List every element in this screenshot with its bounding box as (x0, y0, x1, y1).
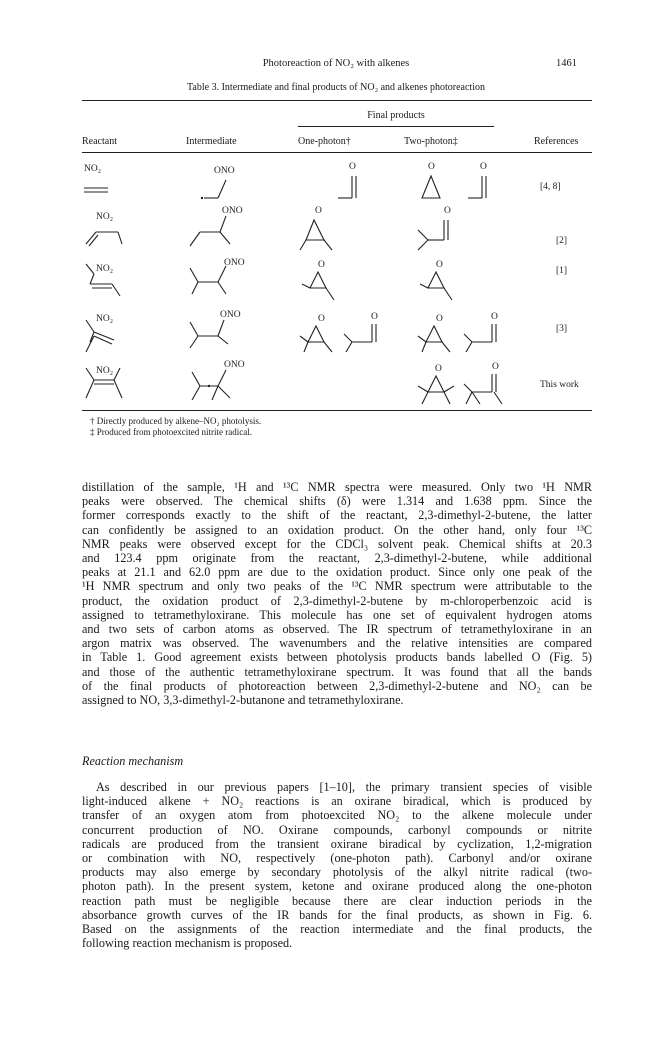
intermediate-4-structure (190, 318, 240, 354)
one-photon-3-o: O (318, 260, 325, 270)
two-photon-5b-o: O (492, 362, 499, 372)
reactant-1-no2: NO₂ (84, 164, 102, 174)
running-title: Photoreaction of NO₂ with alkenes (262, 58, 410, 69)
text-line: radicals are produced from the transient oxirane biradical by cyclization, 1,2-migration (82, 836, 592, 851)
intermediate-5-structure (192, 368, 242, 408)
two-photon-1b-o: O (480, 162, 487, 172)
reference-2: [2] (556, 236, 568, 246)
text-line: and two sets of carbon atoms as observed. The IR spectrum of tetramethyloxirane in an (82, 622, 592, 637)
col-references: References (534, 136, 579, 147)
text-line: Based on the assignments of the reaction intermediate and the final products, the (82, 922, 592, 937)
col-one-photon: One-photon† (298, 136, 351, 147)
intermediate-3-ono: ONO (224, 258, 245, 268)
methylbutene-structure (86, 318, 130, 358)
text-line: NMR peaks were observed except for the CDCl₃ solvent peak. Chemical shifts at 20.3 (82, 536, 592, 551)
tetramethylethylene-structure (86, 364, 130, 408)
reactant-5-no2: NO₂ (96, 366, 114, 376)
intermediate-2-ono: ONO (222, 206, 243, 216)
text-line: in Table 1. Good agreement exists between photolysis products bands labelled O (Fig. 5) (82, 650, 592, 665)
one-photon-4a-o: O (318, 314, 325, 324)
paragraph-nmr (82, 480, 592, 707)
paragraph-mechanism (82, 780, 592, 950)
text-line: and those of the authentic tetramethyloxirane spectrum. It was found that all the bands (82, 664, 592, 679)
reactant-3-no2: NO₂ (96, 264, 114, 274)
final-products-label: Final products (367, 110, 425, 121)
ethylene-oxide-structure (420, 174, 450, 204)
one-photon-4b-o: O (371, 312, 378, 322)
intermediate-1-ono: ONO (214, 166, 235, 176)
acetone-structure (418, 218, 458, 252)
text-line: assigned to NO, 3,3-dimethyl-2-butanone and tetramethyloxirane. (82, 693, 404, 708)
text-line: ¹H NMR spectrum and only two peaks of the ¹³C NMR spectrum were attributable to the (82, 579, 592, 594)
reference-4: [3] (556, 324, 568, 334)
butene-oxide-2-structure (420, 270, 460, 304)
pinacolone-structure (464, 374, 508, 408)
one-photon-1-o: O (349, 162, 356, 172)
text-line: products may also emerge by secondary photolysis of the alkyl nitrite radical (two- (82, 865, 592, 880)
reference-3: [1] (556, 266, 568, 276)
col-intermediate: Intermediate (186, 136, 237, 147)
text-line: distillation of the sample, ¹H and ¹³C NMR spectra were measured. Only two ¹H NMR (82, 480, 592, 494)
two-photon-2-o: O (444, 206, 451, 216)
one-photon-2-o: O (315, 206, 322, 216)
propylene-oxide-structure (300, 218, 340, 252)
intermediate-2-structure (190, 214, 240, 250)
text-line: or combination with NO, respectively (one-photon path). Carbonyl and/or oxirane (82, 851, 592, 866)
text-line: reaction path must be negligible because there are clear induction periods in the (82, 893, 592, 908)
text-line: light-induced alkene + NO₂ reactions is an oxirane biradical, which is produced by (82, 794, 592, 809)
text-line: former corresponds exactly to the shift of the reactant, 2,3-dimethyl-2-butene, the latter (82, 508, 592, 523)
intermediate-1-structure (198, 174, 238, 204)
table-bottom-rule (82, 410, 592, 411)
reference-1: [4, 8] (540, 182, 561, 192)
propene-structure (86, 230, 126, 250)
two-photon-4a-o: O (436, 314, 443, 324)
oxirane-4a-structure (300, 324, 336, 356)
table-top-rule (82, 100, 592, 101)
page-number: 1461 (556, 58, 577, 69)
table-caption: Table 3. Intermediate and final products of NO₂ and alkenes photoreaction (187, 82, 485, 93)
intermediate-4-ono: ONO (220, 310, 241, 320)
acetaldehyde-structure (338, 174, 368, 204)
text-line: absorbance growth curves of the IR bands for the final products, as shown in Fig. 6. (82, 907, 592, 922)
butene-oxide-structure (302, 270, 342, 304)
intermediate-3-structure (190, 264, 240, 300)
intermediate-5-ono: ONO (224, 360, 245, 370)
text-line: and 123.4 ppm originate from the reactant, 2,3-dimethyl-2-butene, while additional (82, 551, 592, 566)
reference-5: This work (540, 380, 579, 390)
text-line: can confidently be assigned to an oxidation product. On the other hand, only four ¹³C (82, 522, 592, 537)
text-line: assigned to tetramethyloxirane. This molecule has one set of equivalent hydrogen atoms (82, 607, 592, 622)
tetramethyloxirane-structure (418, 374, 458, 408)
butene-structure (86, 262, 130, 302)
text-line: product, the oxidation product of 2,3-dimethyl-2-butene by m-chloroperbenzoic acid is (82, 593, 592, 608)
footnote-two-photon: ‡ Produced from photoexcited nitrite radical. (90, 427, 252, 437)
col-two-photon: Two-photon‡ (404, 136, 458, 147)
ketone-4d-structure (464, 324, 504, 356)
oxirane-4c-structure (418, 324, 454, 356)
text-line: argon matrix was observed. The wavenumbers and the relative intensities are compared (82, 636, 592, 651)
ethylene-structure (84, 186, 114, 196)
text-line: peaks at 21.1 and 62.0 ppm are due to the oxidation product. Since only one peak of the (82, 565, 592, 580)
two-photon-5a-o: O (435, 364, 442, 374)
section-heading: Reaction mechanism (82, 754, 184, 768)
text-line: transfer of an oxygen atom from photoexcited NO₂ to the alkene molecule under (82, 808, 592, 823)
text-line: of the final products of photoreaction between 2,3-dimethyl-2-butene and NO₂ can be (82, 678, 592, 693)
table-header-rule (82, 152, 592, 153)
reactant-4-no2: NO₂ (96, 314, 114, 324)
text-line: peaks were observed. The chemical shifts (δ) were 1.314 and 1.638 ppm. Since the (82, 494, 592, 509)
two-photon-4b-o: O (491, 312, 498, 322)
two-photon-1a-o: O (428, 162, 435, 172)
text-line: As described in our previous papers [1–10], the primary transient species of visible (96, 780, 592, 794)
two-photon-3-o: O (436, 260, 443, 270)
text-line: concurrent production of NO. Oxirane compounds, carbonyl compounds or nitrite (82, 822, 592, 837)
acetaldehyde-2-structure (468, 174, 498, 204)
col-reactant: Reactant (82, 136, 117, 147)
text-line: following reaction mechanism is proposed. (82, 936, 293, 951)
text-line: photon path). In the present system, ketone and oxirane produced along the one-photon (82, 879, 592, 894)
final-products-rule (298, 126, 494, 127)
footnote-one-photon: † Directly produced by alkene–NO₂ photolysis. (90, 416, 262, 426)
reactant-2-no2: NO₂ (96, 212, 114, 222)
ketone-4b-structure (344, 324, 384, 356)
